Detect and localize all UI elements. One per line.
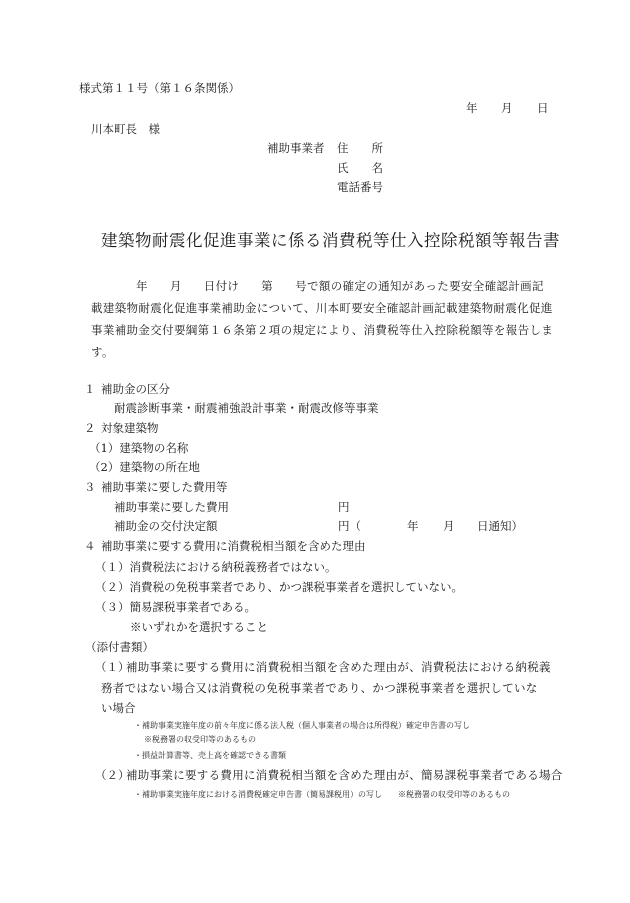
date-month: 月	[501, 101, 513, 115]
section-2-item-2: （2）建築物の所在地	[89, 460, 200, 474]
intro-line-1	[91, 275, 561, 297]
applicant-phone-label: 電話番号	[337, 180, 383, 194]
intro-line-4: す。	[91, 345, 114, 359]
intro-year: 年	[136, 279, 148, 293]
section-2-number: ２	[84, 421, 96, 435]
intro-no-prefix: 第	[261, 279, 274, 293]
date-year: 年	[466, 101, 478, 115]
section-4-heading: 補助事業に要する費用に消費税相当額を含めた理由	[101, 539, 366, 553]
section-4-option-3: （３）簡易課税事業者である。	[95, 600, 256, 614]
section-3-heading: 補助事業に要した費用等	[101, 480, 228, 494]
intro-date-suffix: 日付け	[203, 279, 240, 293]
grant-unit: 円（	[338, 519, 361, 533]
applicant-heading: 補助事業者	[267, 141, 325, 155]
attachment-1-line-2: 務者ではない場合又は消費税の免税事業者であり、かつ課税事業者を選択していな	[101, 681, 538, 695]
document-title: 建築物耐震化促進事業に係る消費税等仕入控除税額等報告書	[101, 231, 560, 250]
grant-day-notice: 日通知）	[477, 519, 523, 533]
section-1-content: 耐震診断事業・耐震補強設計事業・耐震改修等事業	[114, 401, 379, 415]
attachment-1-line-1: 補助事業に要する費用に消費税相当額を含めた理由が、消費税法における納税義	[126, 660, 551, 674]
applicant-name-label: 氏 名	[337, 161, 383, 175]
grant-month: 月	[443, 519, 455, 533]
intro-line-2: 載建築物耐震化促進事業補助金について、川本町要安全確認計画記載建築物耐震化促進	[91, 301, 553, 315]
grant-year: 年	[407, 519, 419, 533]
intro-month: 月	[169, 279, 182, 293]
attachment-1-line-3: い場合	[101, 701, 136, 715]
section-1-number: １	[84, 382, 96, 396]
grant-label: 補助金の交付決定額	[114, 519, 218, 533]
intro-line-1-rest: 号で額の確定の通知があった要安全確認計画記	[295, 279, 544, 293]
attachment-1-number: （１）	[95, 660, 130, 674]
section-2-item-1: （1）建築物の名称	[89, 441, 189, 455]
section-1-heading: 補助金の区分	[101, 382, 170, 396]
date-day: 日	[537, 101, 549, 115]
cost-unit: 円	[338, 500, 350, 514]
attachment-1-doc-1-note: ※税務署の収受印等のあるもの	[144, 735, 256, 744]
section-3-number: ３	[84, 480, 96, 494]
addressee: 川本町長 様	[91, 122, 160, 136]
section-4-option-2: （２）消費税の免税事業者であり、かつ課税事業者を選択していない。	[95, 580, 463, 594]
form-number: 様式第１１号（第１６条関係）	[79, 81, 240, 95]
attachment-1-doc-1: ・補助事業実施年度の前々年度に係る法人税（個人事業者の場合は所得税）確定申告書の写し	[134, 721, 470, 730]
attachment-1-doc-2: ・損益計算書等、売上高を確認できる書類	[134, 751, 286, 760]
intro-line-3: 事業補助金交付要綱第１６条第２項の規定により、消費税等仕入控除税額等を報告しま	[91, 323, 554, 337]
section-4-number: ４	[84, 539, 96, 553]
intro-paragraph	[91, 275, 561, 363]
attachment-2-doc-1: ・補助事業実施年度における消費税確定申告書（簡易課税用）の写し ※税務署の収受印等のあるもの	[134, 790, 510, 799]
applicant-address-label: 住 所	[337, 141, 383, 155]
attachment-2-line-1: 補助事業に要する費用に消費税相当額を含めた理由が、簡易課税事業者である場合	[126, 768, 563, 782]
cost-label: 補助事業に要した費用	[114, 500, 229, 514]
attachments-heading: （添付書類）	[85, 640, 154, 654]
section-2-heading: 対象建築物	[101, 421, 159, 435]
section-4-option-1: （１）消費税法における納税義務者ではない。	[95, 560, 337, 574]
section-4-note: ※いずれかを選択すること	[130, 620, 268, 634]
attachment-2-number: （２）	[95, 768, 130, 782]
